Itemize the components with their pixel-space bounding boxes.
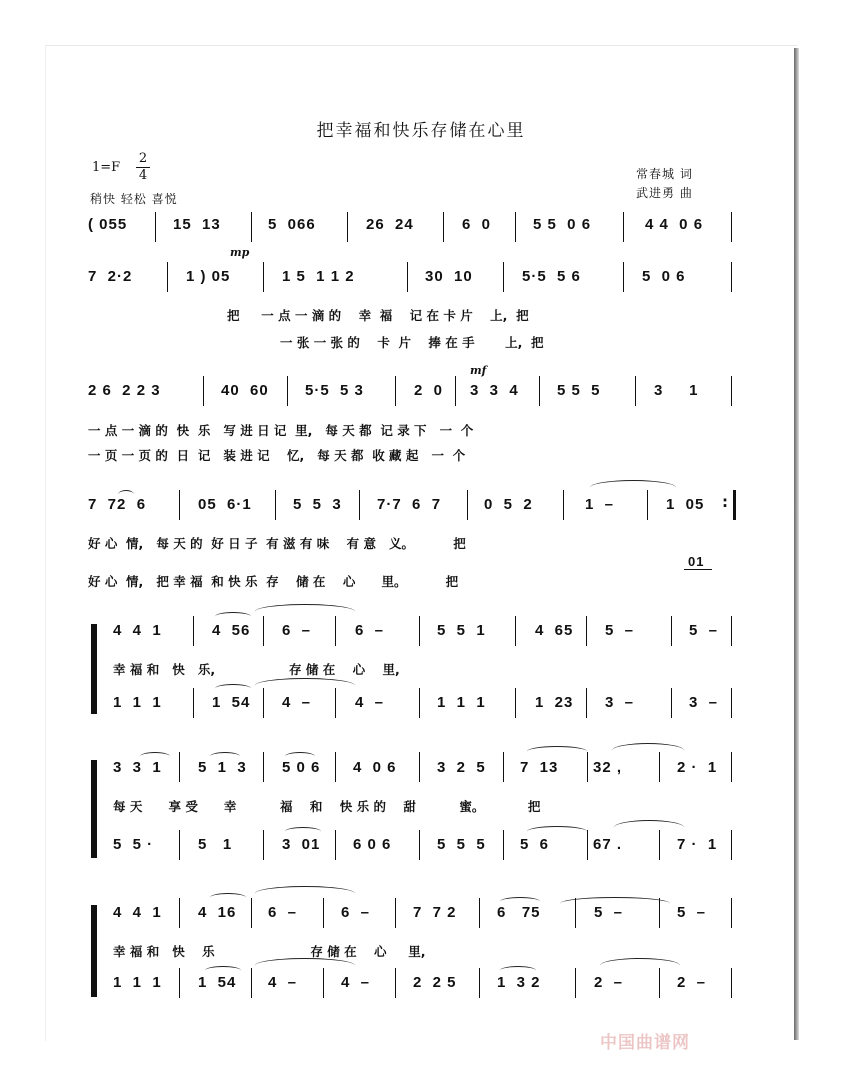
measure: 1 05 [666, 496, 705, 513]
barline [203, 376, 204, 406]
barline [335, 830, 336, 860]
barline [671, 616, 672, 646]
measure: 15 13 [173, 216, 221, 233]
measure: 5 0 6 [282, 759, 321, 776]
measure: 4 0 6 [353, 759, 397, 776]
barline [731, 616, 732, 646]
measure: 4 65 [535, 622, 574, 639]
slur [215, 612, 251, 621]
lyrics: 幸 福 和 快 乐 存 储 在 心 里, [113, 944, 426, 959]
barline [575, 968, 576, 998]
barline [659, 968, 660, 998]
page-shadow [794, 48, 799, 1040]
barline [503, 752, 504, 782]
barline [515, 688, 516, 718]
measure: 5 1 [198, 836, 233, 853]
measure: 5 5 5 [557, 382, 601, 399]
barline [287, 376, 288, 406]
measure: 3 3 1 [113, 759, 162, 776]
barline [167, 262, 168, 292]
volta-ending: 01 [688, 554, 705, 569]
measure: 7 72 6 [88, 496, 147, 513]
measure: 1 5 1 1 2 [282, 268, 355, 285]
measure: 2 6 2 2 3 [88, 382, 161, 399]
measure: 1 3 2 [497, 974, 541, 991]
measure: 5 6 [520, 836, 550, 853]
measure: 1 – [585, 496, 615, 513]
measure: 2 · 1 [677, 759, 718, 776]
measure: 4 56 [212, 622, 251, 639]
measure: 6 – [282, 622, 312, 639]
tie [612, 743, 684, 758]
tie [600, 958, 680, 973]
barline [731, 752, 732, 782]
barline [503, 830, 504, 860]
barline [395, 898, 396, 928]
tie [255, 678, 355, 693]
tempo-marking: 稍快 轻松 喜悦 [90, 192, 178, 206]
system-bracket [91, 624, 97, 714]
barline [155, 212, 156, 242]
measure: 7 7 2 [413, 904, 457, 921]
barline [251, 898, 252, 928]
song-title: 把幸福和快乐存储在心里 [316, 121, 526, 141]
measure: 5 – [605, 622, 635, 639]
barline [419, 752, 420, 782]
system-bracket [91, 905, 97, 997]
measure: 67 . [593, 836, 623, 853]
tie [255, 886, 355, 901]
barline [263, 752, 264, 782]
measure: 1 1 1 [113, 694, 162, 711]
barline [263, 262, 264, 292]
measure: 4 – [341, 974, 371, 991]
measure: 5·5 5 6 [522, 268, 581, 285]
measure: 2 – [594, 974, 624, 991]
barline [419, 688, 420, 718]
barline [263, 830, 264, 860]
barline [586, 616, 587, 646]
time-signature-bottom: 4 [138, 168, 148, 183]
measure: 3 01 [282, 836, 321, 853]
barline [335, 688, 336, 718]
measure: 1 54 [212, 694, 251, 711]
lyricist-credit: 常春城 词 [636, 167, 693, 181]
measure: 2 0 [414, 382, 444, 399]
barline [659, 830, 660, 860]
measure: 1 54 [198, 974, 237, 991]
measure: 30 10 [425, 268, 473, 285]
barline [179, 752, 180, 782]
measure: 1 1 1 [113, 974, 162, 991]
barline [275, 490, 276, 520]
barline [179, 898, 180, 928]
barline [193, 688, 194, 718]
barline [659, 752, 660, 782]
measure: 40 60 [221, 382, 269, 399]
barline [587, 752, 588, 782]
lyrics-verse-2: 一 张 一 张 的 卡 片 捧 在 手 上, 把 [280, 335, 544, 350]
lyrics: 每 天 享 受 幸 福 和 快 乐 的 甜 蜜。 把 [113, 799, 541, 814]
measure: 5 – [689, 622, 719, 639]
measure: 6 0 6 [353, 836, 392, 853]
barline [179, 830, 180, 860]
measure: 7 2·2 [88, 268, 133, 285]
slur [527, 746, 587, 757]
slur [285, 827, 321, 836]
barline [323, 898, 324, 928]
measure: ( 055 [88, 216, 128, 233]
barline [347, 212, 348, 242]
barline [647, 490, 648, 520]
barline [407, 262, 408, 292]
barline [515, 616, 516, 646]
barline [515, 212, 516, 242]
lyrics-verse-1: 好 心 情, 每 天 的 好 日 子 有 滋 有 味 有 意 义。 把 [88, 536, 466, 551]
watermark-logo: 中国曲谱网 [600, 1033, 690, 1053]
barline [671, 688, 672, 718]
tie [614, 820, 684, 835]
barline [193, 616, 194, 646]
barline [467, 490, 468, 520]
lyrics-verse-1: 把 一 点 一 滴 的 幸 福 记 在 卡 片 上, 把 [227, 308, 529, 323]
barline [179, 968, 180, 998]
measure: 5 5 0 6 [533, 216, 592, 233]
barline [575, 898, 576, 928]
barline [731, 212, 732, 242]
barline [563, 490, 564, 520]
barline [635, 376, 636, 406]
measure: 4 16 [198, 904, 237, 921]
barline [251, 212, 252, 242]
barline [395, 968, 396, 998]
barline [395, 376, 396, 406]
measure: 4 4 1 [113, 622, 162, 639]
barline [263, 688, 264, 718]
lyrics: 幸 福 和 快 乐, 存 储 在 心 里, [113, 662, 400, 677]
measure: 26 24 [366, 216, 414, 233]
measure: 1 ) 05 [186, 268, 231, 285]
barline [731, 968, 732, 998]
system-bracket [91, 760, 97, 858]
measure: 3 – [605, 694, 635, 711]
measure: 5·5 5 3 [305, 382, 364, 399]
measure: 6 – [355, 622, 385, 639]
measure: 4 4 0 6 [645, 216, 704, 233]
barline [586, 688, 587, 718]
barline [263, 616, 264, 646]
measure: 5 5 1 [437, 622, 486, 639]
barline [731, 898, 732, 928]
measure: 4 – [282, 694, 312, 711]
barline [455, 376, 456, 406]
measure: 4 – [355, 694, 385, 711]
volta-line [684, 569, 712, 570]
measure: 5 5 5 [437, 836, 486, 853]
barline [335, 752, 336, 782]
barline [335, 616, 336, 646]
measure: 7 · 1 [677, 836, 718, 853]
measure: 4 – [268, 974, 298, 991]
key-signature: 1=F [92, 160, 121, 175]
measure: 7·7 6 7 [377, 496, 442, 513]
barline [587, 830, 588, 860]
lyrics-verse-2: 好 心 情, 把 幸 福 和 快 乐 存 储 在 心 里。 把 [88, 574, 459, 589]
measure: 4 4 1 [113, 904, 162, 921]
measure: 05 6·1 [198, 496, 252, 513]
measure: 3 1 [654, 382, 699, 399]
final-barline [733, 490, 736, 520]
measure: 2 2 5 [413, 974, 457, 991]
tie [255, 604, 355, 619]
barline [623, 212, 624, 242]
barline [731, 262, 732, 292]
measure: 1 1 1 [437, 694, 486, 711]
slur [215, 684, 251, 693]
measure: 6 75 [497, 904, 541, 921]
measure: 3 2 5 [437, 759, 486, 776]
composer-credit: 武进勇 曲 [636, 186, 693, 200]
barline [443, 212, 444, 242]
measure: 3 3 4 [470, 382, 519, 399]
tie [255, 958, 355, 973]
barline [623, 262, 624, 292]
measure: 5 5 3 [293, 496, 342, 513]
time-signature [136, 152, 150, 183]
barline [251, 968, 252, 998]
barline [419, 830, 420, 860]
measure: 6 0 [462, 216, 492, 233]
measure: 0 5 2 [484, 496, 533, 513]
lyrics-verse-2: 一 页 一 页 的 日 记 装 进 记 忆, 每 天 都 收 藏 起 一 个 [88, 448, 466, 463]
measure: 1 23 [535, 694, 574, 711]
barline [731, 688, 732, 718]
barline [479, 898, 480, 928]
measure: 7 13 [520, 759, 559, 776]
barline [659, 898, 660, 928]
barline [539, 376, 540, 406]
slur [210, 893, 246, 902]
dynamic-marking: mp [230, 246, 250, 259]
repeat-sign: : [722, 493, 728, 511]
barline [179, 490, 180, 520]
barline [731, 830, 732, 860]
time-signature-top: 2 [138, 151, 148, 166]
measure: 5 5 · [113, 836, 154, 853]
measure: 6 – [268, 904, 298, 921]
measure: 3 – [689, 694, 719, 711]
measure: 5 0 6 [642, 268, 686, 285]
measure: 5 – [677, 904, 707, 921]
dynamic-marking: mf [470, 364, 487, 377]
measure: 32 , [593, 759, 623, 776]
measure: 5 – [594, 904, 624, 921]
barline [479, 968, 480, 998]
measure: 6 – [341, 904, 371, 921]
barline [731, 376, 732, 406]
measure: 5 1 3 [198, 759, 247, 776]
barline [323, 968, 324, 998]
barline [419, 616, 420, 646]
tie [590, 480, 676, 495]
barline [503, 262, 504, 292]
barline [359, 490, 360, 520]
measure: 5 066 [268, 216, 316, 233]
lyrics-verse-1: 一 点 一 滴 的 快 乐 写 进 日 记 里, 每 天 都 记 录 下 一 个 [88, 423, 474, 438]
measure: 2 – [677, 974, 707, 991]
